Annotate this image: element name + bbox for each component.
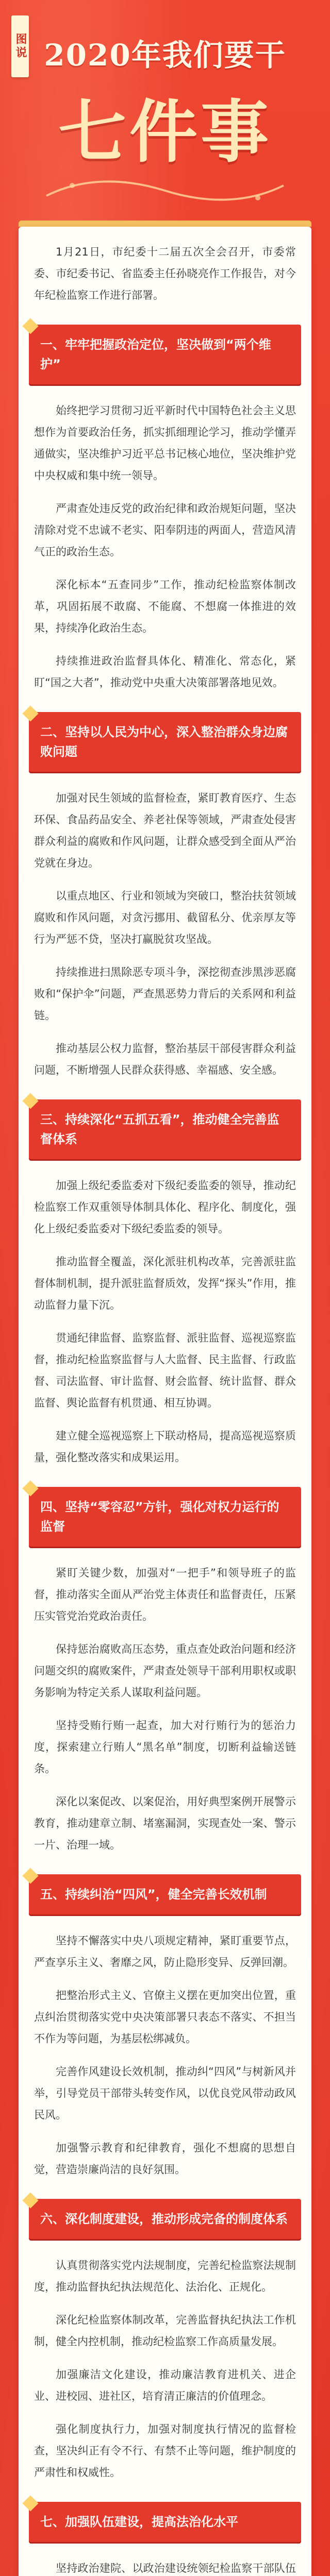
corner-ornament-icon: [22, 1480, 38, 1496]
section-paragraph: 深化纪检监察体制改革，完善监督执纪执法工作机制，健全内控机制，推动纪检监察工作高质量发展。: [34, 2314, 296, 2348]
section-paragraph: 推动基层公权力监督，整治基层干部侵害群众利益问题，不断增强人民群众获得感、幸福感、安全感。: [34, 1042, 296, 1076]
section-paragraph: 持续推进政治监督具体化、精准化、常态化，紧盯“国之大者”，推动党中央重大决策部署落地见效。: [34, 655, 296, 689]
intro-paragraph: 1月21日，市纪委十二届五次全会召开，市委常委、市纪委书记、省监委主任孙晓亮作工作报告，对今年纪检监察工作进行部署。: [34, 246, 296, 301]
section-heading: [29, 1487, 301, 1547]
section-heading: [29, 2199, 301, 2239]
section-title: 五、持续纠治“四风”，健全完善长效机制: [40, 1887, 267, 1902]
section-paragraph: 保持惩治腐败高压态势，重点查处政治问题和经济问题交织的腐败案件，严肃查处领导干部利用职权或职务影响为特定关系人谋取利益问题。: [34, 1643, 296, 1699]
section-2: [34, 712, 296, 1081]
hero-big-title: 七件事: [58, 92, 272, 172]
section-heading: [29, 325, 301, 384]
section-heading: [29, 2502, 301, 2542]
category-tag: 图说: [11, 15, 29, 77]
section-title: 二、坚持以人民为中心，深入整治群众身边腐败问题: [40, 725, 288, 759]
section-paragraph: 坚持不懈落实中央八项规定精神，紧盯重要节点，严查享乐主义、奢靡之风，防止隐形变异、反弹回潮。: [34, 1935, 296, 1969]
section-heading: [29, 1874, 301, 1914]
decorative-swirl-icon: [41, 175, 289, 206]
section-title: 六、深化制度建设，推动形成完备的制度体系: [40, 2212, 288, 2226]
section-3: [34, 1099, 296, 1468]
section-paragraph: 推动监督全覆盖，深化派驻机构改革，完善派驻监督体制机制，提升派驻监督质效，发挥“探头”作用，推动监督力量下沉。: [34, 1256, 296, 1311]
section-paragraph: 坚持受贿行贿一起查，加大对行贿行为的惩治力度，探索建立行贿人“黑名单”制度，切断利益输送链条。: [34, 1719, 296, 1775]
section-paragraph: 紧盯关键少数，加强对“一把手”和领导班子的监督，推动落实全面从严治党主体责任和监督责任，压紧压实管党治党政治责任。: [34, 1567, 296, 1622]
corner-ornament-icon: [22, 1868, 38, 1884]
hero-year-title: 2020年我们要干: [44, 38, 286, 73]
section-7: [34, 2502, 296, 2576]
section-heading: [29, 712, 301, 772]
section-paragraph: 深化标本“五查同步”工作，推动纪检监察体制改革，巩固拓展不敢腐、不能腐、不想腐一体推进的效果，持续净化政治生态。: [34, 579, 296, 634]
section-paragraph: 认真贯彻落实党内法规制度，完善纪检监察法规制度，推动监督执纪执法规范化、法治化、正规化。: [34, 2259, 296, 2293]
section-paragraph: 严肃查处违反党的政治纪律和政治规矩问题，坚决清除对党不忠诚不老实、阳奉阴违的两面人，营造风清气正的政治生态。: [34, 502, 296, 558]
corner-ornament-icon: [22, 318, 38, 334]
section-title: 三、持续深化“五抓五看”，推动健全完善监督体系: [40, 1112, 279, 1146]
card-top-bar: [19, 221, 311, 227]
section-title: 一、牢牢把握政治定位，坚决做到“两个维护”: [40, 337, 271, 371]
section-paragraph: 始终把学习贯彻习近平新时代中国特色社会主义思想作为首要政治任务，抓实抓细理论学习，推动学懂弄通做实，坚决维护习近平总书记核心地位，坚决维护党中央权威和集中统一领导。: [34, 404, 296, 482]
content-card: [19, 227, 311, 2576]
section-paragraph: 强化制度执行力，加强对制度执行情况的监督检查，坚决纠正有令不行、有禁不止等问题，维护制度的严肃性和权威性。: [34, 2423, 296, 2479]
section-paragraph: 把整治形式主义、官僚主义摆在更加突出位置，重点纠治贯彻落实党中央决策部署只表态不落实、不担当不作为等问题，为基层松绑减负。: [34, 1989, 296, 2045]
section-paragraph: 持续推进扫黑除恶专项斗争，深挖彻查涉黑涉恶腐败和“保护伞”问题，严查黑恶势力背后的关系网和利益链。: [34, 966, 296, 1022]
section-4: [34, 1487, 296, 1856]
section-title: 四、坚持“零容忍”方针，强化对权力运行的监督: [40, 1500, 279, 1534]
section-1: [34, 325, 296, 693]
section-paragraph: 加强廉洁文化建设，推动廉洁教育进机关、进企业、进校园、进社区，培育清正廉洁的价值理念。: [34, 2368, 296, 2402]
section-paragraph: 深化以案促改、以案促治，用好典型案例开展警示教育，推动建章立制、堵塞漏洞，实现查处一案、警示一片、治理一域。: [34, 1795, 296, 1851]
section-paragraph: 以重点地区、行业和领域为突破口，整治扶贫领域腐败和作风问题，对贪污挪用、截留私分、优亲厚友等行为严惩不贷，坚决打赢脱贫攻坚战。: [34, 890, 296, 945]
corner-ornament-icon: [22, 1093, 38, 1109]
section-5: [34, 1874, 296, 2180]
section-paragraph: 建立健全巡视巡察上下联动格局，提高巡视巡察质量，强化整改落实和成果运用。: [34, 1430, 296, 1464]
corner-ornament-icon: [22, 705, 38, 721]
section-6: [34, 2199, 296, 2483]
section-paragraph: 加强上级纪委监委对下级纪委监委的领导，推动纪检监察工作双重领导体制具体化、程序化、制度化，强化上级纪委监委对下级纪委监委的领导。: [34, 1179, 296, 1235]
section-paragraph: 加强警示教育和纪律教育，强化不想腐的思想自觉，营造崇廉尚洁的良好氛围。: [34, 2142, 296, 2176]
corner-ornament-icon: [22, 2495, 38, 2511]
section-heading: [29, 1099, 301, 1159]
section-paragraph: 完善作风建设长效机制，推动纠“四风”与树新风并举，引导党员干部带头转变作风，以优良党风带动政风民风。: [34, 2065, 296, 2121]
section-title: 七、加强队伍建设，提高法治化水平: [40, 2515, 238, 2529]
section-paragraph: 坚持政治建院、以政治建设统领纪检监察干部队伍: [56, 2562, 296, 2574]
corner-ornament-icon: [22, 2192, 38, 2208]
section-paragraph: 加强对民生领域的监督检查，紧盯教育医疗、生态环保、食品药品安全、养老社保等领域，严肃查处侵害群众利益的腐败和作风问题，让群众感受到全面从严治党就在身边。: [34, 792, 296, 869]
section-paragraph: 贯通纪律监督、监察监督、派驻监督、巡视巡察监督，推动纪检监察监督与人大监督、民主监督、行政监督、司法监督、审计监督、财会监督、统计监督、群众监督、舆论监督有机贯通、相互协调。: [34, 1332, 296, 1409]
